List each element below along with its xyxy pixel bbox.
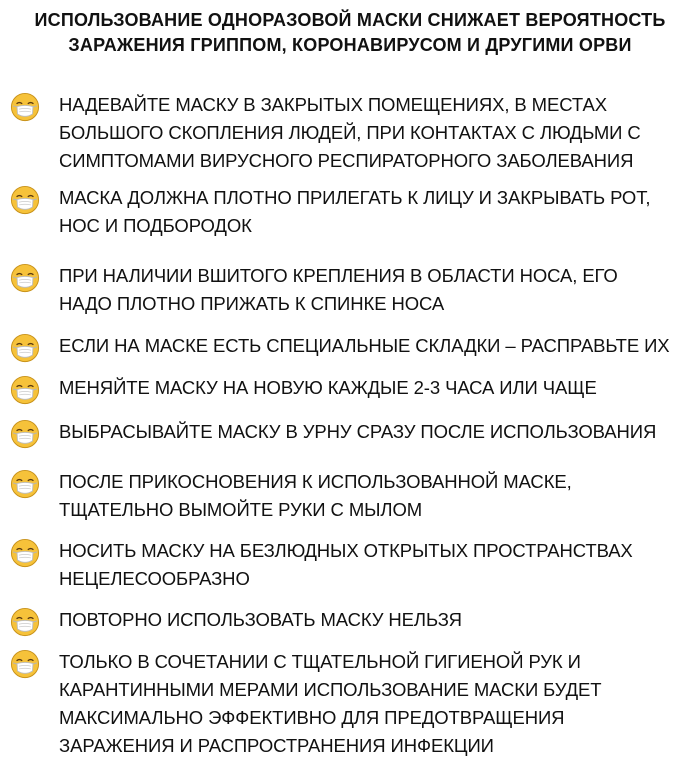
list-item-line: ПРИ НАЛИЧИИ ВШИТОГО КРЕПЛЕНИЯ В ОБЛАСТИ НОСА, ЕГО bbox=[59, 265, 618, 286]
face-with-medical-mask-icon bbox=[10, 649, 40, 679]
list-item-line: НОСИТЬ МАСКУ НА БЕЗЛЮДНЫХ ОТКРЫТЫХ ПРОСТРАНСТВАХ bbox=[59, 540, 633, 561]
face-with-medical-mask-icon bbox=[10, 333, 40, 363]
list-item-text bbox=[59, 468, 699, 524]
list-item-line: СИМПТОМАМИ ВИРУСНОГО РЕСПИРАТОРНОГО ЗАБОЛЕВАНИЯ bbox=[59, 150, 634, 171]
list-item-text bbox=[59, 648, 699, 760]
face-with-medical-mask-icon bbox=[10, 185, 40, 215]
list-item-line: ЕСЛИ НА МАСКЕ ЕСТЬ СПЕЦИАЛЬНЫЕ СКЛАДКИ – РАСПРАВЬТЕ ИХ bbox=[59, 335, 670, 356]
face-with-medical-mask-icon bbox=[10, 92, 40, 122]
face-with-medical-mask-icon bbox=[10, 469, 40, 499]
page-title bbox=[0, 8, 700, 58]
face-with-medical-mask-icon bbox=[10, 607, 40, 637]
list-item-line: МЕНЯЙТЕ МАСКУ НА НОВУЮ КАЖДЫЕ 2-3 ЧАСА ИЛИ ЧАЩЕ bbox=[59, 377, 597, 398]
face-with-medical-mask-icon bbox=[10, 375, 40, 405]
list-item-line: ВЫБРАСЫВАЙТЕ МАСКУ В УРНУ СРАЗУ ПОСЛЕ ИСПОЛЬЗОВАНИЯ bbox=[59, 421, 657, 442]
list-item-line: НЕЦЕЛЕСООБРАЗНО bbox=[59, 568, 250, 589]
face-with-medical-mask-icon bbox=[10, 263, 40, 293]
list-item-text bbox=[59, 184, 699, 240]
list-item-line: ТЩАТЕЛЬНО ВЫМОЙТЕ РУКИ С МЫЛОМ bbox=[59, 499, 423, 520]
list-item-line: ЗАРАЖЕНИЯ И РАСПРОСТРАНЕНИЯ ИНФЕКЦИИ bbox=[59, 735, 494, 756]
face-with-medical-mask-icon bbox=[10, 538, 40, 568]
title-line-1: ИСПОЛЬЗОВАНИЕ ОДНОРАЗОВОЙ МАСКИ СНИЖАЕТ ВЕРОЯТНОСТЬ bbox=[34, 10, 666, 30]
list-item-line: КАРАНТИННЫМИ МЕРАМИ ИСПОЛЬЗОВАНИЕ МАСКИ БУДЕТ bbox=[59, 679, 602, 700]
list-item-line: МАКСИМАЛЬНО ЭФФЕКТИВНО ДЛЯ ПРЕДОТВРАЩЕНИЯ bbox=[59, 707, 565, 728]
list-item-line: ПОСЛЕ ПРИКОСНОВЕНИЯ К ИСПОЛЬЗОВАННОЙ МАСКЕ, bbox=[59, 471, 572, 492]
list-item-line: ТОЛЬКО В СОЧЕТАНИИ С ТЩАТЕЛЬНОЙ ГИГИЕНОЙ РУК И bbox=[59, 651, 581, 672]
list-item-line: ПОВТОРНО ИСПОЛЬЗОВАТЬ МАСКУ НЕЛЬЗЯ bbox=[59, 609, 462, 630]
list-item-line: НОС И ПОДБОРОДОК bbox=[59, 215, 252, 236]
face-with-medical-mask-icon bbox=[10, 419, 40, 449]
list-item-text bbox=[59, 418, 699, 446]
list-item-text bbox=[59, 374, 699, 402]
list-item-text bbox=[59, 606, 699, 634]
list-item-line: НАДЕВАЙТЕ МАСКУ В ЗАКРЫТЫХ ПОМЕЩЕНИЯХ, В МЕСТАХ bbox=[59, 94, 607, 115]
title-line-2: ЗАРАЖЕНИЯ ГРИППОМ, КОРОНАВИРУСОМ И ДРУГИМИ ОРВИ bbox=[68, 35, 632, 55]
list-item-line: НАДО ПЛОТНО ПРИЖАТЬ К СПИНКЕ НОСА bbox=[59, 293, 445, 314]
list-item-text bbox=[59, 537, 699, 593]
list-item-line: МАСКА ДОЛЖНА ПЛОТНО ПРИЛЕГАТЬ К ЛИЦУ И ЗАКРЫВАТЬ РОТ, bbox=[59, 187, 651, 208]
list-item-text bbox=[59, 332, 699, 360]
list-item-line: БОЛЬШОГО СКОПЛЕНИЯ ЛЮДЕЙ, ПРИ КОНТАКТАХ С ЛЮДЬМИ С bbox=[59, 122, 641, 143]
list-item-text bbox=[59, 91, 699, 175]
list-item-text bbox=[59, 262, 699, 318]
